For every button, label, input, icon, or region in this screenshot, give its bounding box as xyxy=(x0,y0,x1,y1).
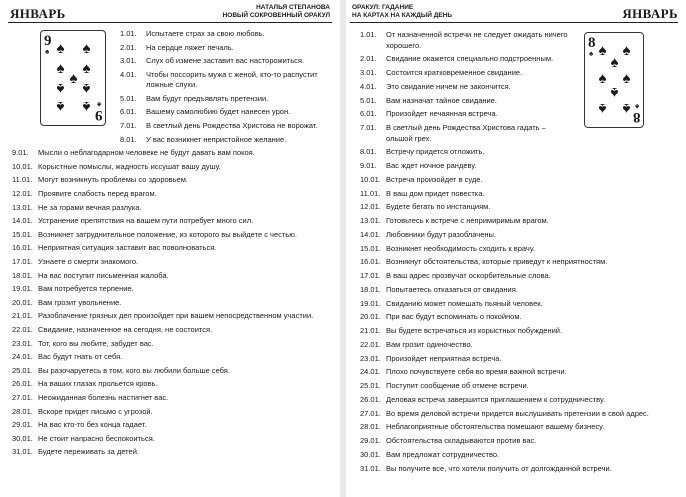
entry-date: 17.01. xyxy=(360,271,381,280)
entry-text: Устранение препятствия на вашем пути потребует много сил. xyxy=(38,216,254,226)
list-item xyxy=(360,216,680,227)
entry-text: На вас кто-то без конца гадает. xyxy=(38,420,147,430)
spade-pip-icon: ♠ xyxy=(56,40,65,57)
entry-text: Испытаете страх за свою любовь. xyxy=(146,29,265,38)
list-item xyxy=(12,271,334,282)
entry-date: 7.01. xyxy=(360,123,377,132)
entry-date: 11.01. xyxy=(360,188,381,198)
list-item xyxy=(12,243,334,254)
entry-text: Вам будут предъявлять претензии. xyxy=(146,93,269,103)
spade-icon: ♠ xyxy=(634,102,639,111)
header-rule xyxy=(350,22,678,23)
list-item xyxy=(120,94,334,105)
entry-text: У вас возникнет непристойное желание. xyxy=(146,134,287,144)
entry-date: 8.01. xyxy=(360,147,377,157)
entry-date: 1.01. xyxy=(360,30,377,39)
spade-pip-icon: ♠ xyxy=(598,42,607,59)
entry-text: Вскоре придет письмо с угрозой. xyxy=(38,406,153,416)
spade-pip-icon: ♠ xyxy=(82,98,91,115)
header-line: ОРАКУЛ: ГАДАНИЕ xyxy=(352,4,414,11)
entry-text: Вам потребуется терпение. xyxy=(38,284,134,294)
list-item xyxy=(360,147,680,158)
entry-text: Свидание окажется специально подстроенным. xyxy=(386,54,554,64)
list-item xyxy=(12,366,334,377)
entry-date: 21.01. xyxy=(12,311,33,321)
entry-date: 26.01. xyxy=(360,394,381,404)
entry-date: 4.01. xyxy=(360,81,377,91)
entry-text: Вам грозит увольнение. xyxy=(38,297,122,307)
spade-pip-icon: ♠ xyxy=(82,80,91,97)
entry-text: Деловая встреча завершится приглашением к сотрудничеству. xyxy=(386,394,606,404)
list-item xyxy=(12,420,334,431)
entry-text: Вы разочаруетесь в том, кого вы любили больше себя. xyxy=(38,365,230,375)
list-item xyxy=(120,107,334,118)
list-item xyxy=(12,189,334,200)
entry-text: Вам грозит одиночество. xyxy=(386,339,473,349)
list-item xyxy=(360,82,568,93)
entry-date: 18.01. xyxy=(12,270,33,280)
entry-text: Вы будете встречаться из корыстных побуждений. xyxy=(386,326,563,335)
entry-date: 19.01. xyxy=(12,284,33,294)
entry-date: 7.01. xyxy=(120,121,137,131)
entry-date: 12.01. xyxy=(12,189,33,199)
spade-pip-icon: ♠ xyxy=(56,80,65,97)
list-item xyxy=(120,135,334,146)
header-rule xyxy=(8,22,332,23)
entry-date: 31.01. xyxy=(12,447,33,457)
entry-date: 22.01. xyxy=(12,324,33,334)
entry-text: При вас будут вспоминать о покойном. xyxy=(386,312,522,322)
entry-date: 13.01. xyxy=(360,216,381,225)
list-item xyxy=(12,203,334,214)
list-item xyxy=(360,54,568,65)
entry-text: Попытаетесь отказаться от свидания. xyxy=(386,284,518,294)
entry-date: 20.01. xyxy=(360,312,381,322)
entry-date: 9.01. xyxy=(360,161,377,170)
list-item xyxy=(12,162,334,173)
list-item xyxy=(12,298,334,309)
list-item xyxy=(12,175,334,186)
entry-date: 17.01. xyxy=(12,257,33,266)
card-rank-top: 9 xyxy=(44,33,52,49)
entry-text: Неожиданная болезнь настигнет вас. xyxy=(38,392,169,402)
list-item xyxy=(120,70,334,91)
spade-pip-icon: ♠ xyxy=(622,42,631,59)
entry-text: Состоится кратковременное свидание. xyxy=(386,68,523,77)
entry-text: В ваш дом придет повестка. xyxy=(386,188,485,198)
list-item xyxy=(360,68,568,79)
entry-date: 12.01. xyxy=(360,202,381,212)
entry-date: 5.01. xyxy=(120,93,137,103)
entry-text: Это свидание ничем не закончится. xyxy=(386,81,511,91)
list-item xyxy=(12,393,334,404)
spade-pip-icon: ♠ xyxy=(56,98,65,115)
list-item xyxy=(360,326,680,337)
entry-date: 3.01. xyxy=(120,56,137,66)
entry-text: На вас поступит письменная жалоба. xyxy=(38,270,169,280)
list-item xyxy=(12,352,334,363)
entry-date: 18.01. xyxy=(360,284,381,294)
entry-text: Разоблачение грязных дел произойдет при вашем непосредственном участии. xyxy=(38,311,314,321)
list-item xyxy=(360,96,568,107)
entry-date: 13.01. xyxy=(12,202,33,212)
entry-date: 6.01. xyxy=(360,109,377,119)
entry-text: Встречу придется отложить. xyxy=(386,147,485,157)
list-item xyxy=(360,161,680,172)
entry-date: 29.01. xyxy=(12,420,33,430)
list-item xyxy=(12,379,334,390)
entry-text: Готовьтесь к встрече с непримиримым врагом. xyxy=(386,216,549,225)
entry-date: 6.01. xyxy=(120,107,137,117)
entry-text: От назначенной встречи не следует ожидать ничего хорошего. xyxy=(386,30,568,50)
list-item xyxy=(12,311,334,322)
entry-text: Неблагоприятные обстоятельства помешают вашему бизнесу. xyxy=(386,422,605,432)
entry-text: Вашему самолюбию будет нанесен урон. xyxy=(146,107,291,117)
spade-pip-icon: ♠ xyxy=(610,84,619,101)
entry-text: Мысли о неблагодарном человеке не будут давать вам покоя. xyxy=(38,148,255,158)
entry-date: 8.01. xyxy=(120,134,137,144)
running-header xyxy=(352,4,452,20)
entry-text: В ваш адрес прозвучат оскорбительные слова. xyxy=(386,271,551,280)
entry-text: Свидание, назначенное на сегодня, не состоится. xyxy=(38,324,213,334)
list-item xyxy=(360,409,680,420)
entry-date: 30.01. xyxy=(12,433,33,443)
entry-date: 16.01. xyxy=(12,243,33,253)
entry-text: Узнаете о смерти знакомого. xyxy=(38,257,139,266)
right-page xyxy=(346,0,686,497)
page-title: ЯНВАРЬ xyxy=(622,6,678,21)
spade-pip-icon: ♠ xyxy=(598,100,607,117)
prediction-list xyxy=(12,29,334,461)
list-item xyxy=(120,121,334,132)
spade-pip-icon: ♠ xyxy=(622,70,631,87)
entry-date: 5.01. xyxy=(360,95,377,105)
entry-text: Не за горами вечная разлука. xyxy=(38,202,142,212)
list-item xyxy=(12,339,334,350)
header-line: НА КАРТАХ НА КАЖДЫЙ ДЕНЬ xyxy=(352,12,453,19)
card-rank-bottom: 8 xyxy=(632,109,640,125)
spade-pip-icon: ♠ xyxy=(56,60,65,77)
entry-text: Проявите слабость перед врагом. xyxy=(38,189,157,199)
entry-date: 10.01. xyxy=(12,161,33,171)
entry-text: Вам назначат тайное свидание. xyxy=(386,95,497,105)
spade-pip-icon: ♠ xyxy=(622,100,631,117)
entry-date: 16.01. xyxy=(360,257,381,267)
entry-text: Любовники будут разоблачены. xyxy=(386,229,496,239)
entry-date: 4.01. xyxy=(120,69,137,79)
entry-text: В светлый день Рождества Христова не ворожат. xyxy=(146,121,318,131)
list-item xyxy=(12,325,334,336)
entry-date: 27.01. xyxy=(12,392,33,402)
list-item xyxy=(360,109,568,120)
card-rank-top: 8 xyxy=(588,35,596,51)
entry-text: Возникнет необходимость сходить к врачу. xyxy=(386,243,535,253)
list-item xyxy=(360,450,680,461)
author-name: НАТАЛЬЯ СТЕПАНОВА xyxy=(256,4,330,11)
entry-date: 14.01. xyxy=(12,216,33,226)
spade-icon: ♠ xyxy=(45,47,50,56)
entry-text: Возникнут обстоятельства, которые приведут к неприятностям. xyxy=(386,257,608,267)
entry-date: 22.01. xyxy=(360,339,381,349)
entry-date: 26.01. xyxy=(12,379,33,389)
entry-text: Будете бегать по инстанциям. xyxy=(386,202,491,212)
entry-text: Возникнет затруднительное положение, из которого вы выйдете с честью. xyxy=(38,229,297,239)
spade-pip-icon: ♠ xyxy=(69,70,78,87)
entry-text: Вы получите все, что хотели получить от долгожданной встречи. xyxy=(386,463,612,473)
spade-icon: ♠ xyxy=(589,49,594,58)
entry-text: Корыстные помыслы, жадность иссушат вашу душу. xyxy=(38,161,221,171)
entry-date: 23.01. xyxy=(360,353,381,363)
list-item xyxy=(360,395,680,406)
list-item xyxy=(12,447,334,458)
list-item xyxy=(360,299,680,310)
entry-text: Во время деловой встречи придется выслушивать претензии в свой адрес. xyxy=(386,408,649,418)
entry-date: 19.01. xyxy=(360,298,381,308)
list-item xyxy=(12,434,334,445)
entry-text: Неприятная ситуация заставит вас поволноваться. xyxy=(38,243,217,253)
card-rank-bottom: 9 xyxy=(94,107,102,123)
entry-text: Могут возникнуть проблемы со здоровьем. xyxy=(38,175,188,185)
entry-date: 25.01. xyxy=(360,381,381,390)
list-item xyxy=(360,354,680,365)
list-item xyxy=(360,123,568,144)
list-item xyxy=(360,422,680,433)
entry-date: 24.01. xyxy=(360,367,381,377)
entry-date: 30.01. xyxy=(360,449,381,459)
list-item xyxy=(360,271,680,282)
entry-text: Не стоит напрасно беспокоиться. xyxy=(38,433,155,443)
entry-date: 20.01. xyxy=(12,297,33,307)
entry-text: В светлый день Рождества Христова гадать – ольшой грех. xyxy=(386,123,546,143)
entry-text: Произойдет нечаянная встреча. xyxy=(386,109,498,119)
entry-text: На сердце ляжет печаль. xyxy=(146,42,234,52)
list-item xyxy=(360,175,680,186)
entry-date: 11.01. xyxy=(12,175,33,185)
entry-text: Встреча произойдет в суде. xyxy=(386,174,483,184)
list-item xyxy=(360,202,680,213)
entry-date: 15.01. xyxy=(360,243,381,253)
list-item xyxy=(360,367,680,378)
entry-date: 29.01. xyxy=(360,436,381,445)
page-title: ЯНВАРЬ xyxy=(10,6,66,21)
entry-text: Будете переживать за детей. xyxy=(38,447,139,457)
entry-date: 23.01. xyxy=(12,338,33,348)
spade-icon: ♠ xyxy=(96,100,101,109)
entry-date: 9.01. xyxy=(12,148,29,158)
list-item xyxy=(12,407,334,418)
entry-date: 21.01. xyxy=(360,326,381,335)
entry-text: Произойдет неприятная встреча. xyxy=(386,353,502,363)
list-item xyxy=(12,216,334,227)
list-item xyxy=(360,464,680,475)
list-item xyxy=(360,340,680,351)
spade-pip-icon: ♠ xyxy=(610,54,619,71)
running-header xyxy=(223,4,330,20)
entry-date: 28.01. xyxy=(12,406,33,416)
list-item xyxy=(360,244,680,255)
list-item xyxy=(360,30,568,51)
list-item xyxy=(360,285,680,296)
prediction-list xyxy=(360,30,680,477)
list-item xyxy=(12,257,334,268)
spade-pip-icon: ♠ xyxy=(598,70,607,87)
entry-date: 25.01. xyxy=(12,365,33,375)
list-item xyxy=(12,148,334,159)
list-item xyxy=(360,189,680,200)
entry-text: Слух об измене заставит вас насторожиться. xyxy=(146,56,305,66)
list-item xyxy=(360,312,680,323)
list-item xyxy=(360,436,680,447)
entry-text: Плохо почувствуете себя во время важной встречи. xyxy=(386,367,567,377)
entry-date: 14.01. xyxy=(360,229,381,239)
book-title: НОВЫЙ СОКРОВЕННЫЙ ОРАКУЛ xyxy=(222,12,330,19)
list-item xyxy=(360,230,680,241)
entry-date: 24.01. xyxy=(12,352,33,362)
spade-pip-icon: ♠ xyxy=(82,40,91,57)
list-item xyxy=(120,29,334,40)
list-item xyxy=(360,381,680,392)
entry-date: 2.01. xyxy=(360,54,377,64)
list-item xyxy=(120,56,334,67)
entry-date: 27.01. xyxy=(360,408,381,418)
left-page xyxy=(0,0,340,497)
entry-text: Вас ждет ночное рандеву. xyxy=(386,161,477,170)
entry-text: Тот, кого вы любите, забудет вас. xyxy=(38,338,154,348)
list-item xyxy=(120,43,334,54)
entry-date: 31.01. xyxy=(360,463,381,473)
list-item xyxy=(12,230,334,241)
entry-date: 10.01. xyxy=(360,174,381,184)
list-item xyxy=(360,257,680,268)
entry-text: Чтобы поссорить мужа с женой, кто-то распустит ложные слухи. xyxy=(146,69,318,90)
entry-date: 3.01. xyxy=(360,68,377,77)
entry-date: 15.01. xyxy=(12,229,33,239)
entry-date: 1.01. xyxy=(120,29,137,38)
entry-date: 28.01. xyxy=(360,422,381,432)
entry-text: Обстоятельства складываются против вас. xyxy=(386,436,537,445)
entry-text: На ваших глазах прольется кровь. xyxy=(38,379,158,389)
list-item xyxy=(12,284,334,295)
entry-text: Поступит сообщение об отмене встречи. xyxy=(386,381,529,390)
entry-text: Свиданию может помешать пьяный человек. xyxy=(386,298,543,308)
spade-pip-icon: ♠ xyxy=(82,60,91,77)
entry-text: Вас будут гнать от себя. xyxy=(38,352,123,362)
entry-date: 2.01. xyxy=(120,42,137,52)
entry-text: Вам предложат сотрудничество. xyxy=(386,449,500,459)
